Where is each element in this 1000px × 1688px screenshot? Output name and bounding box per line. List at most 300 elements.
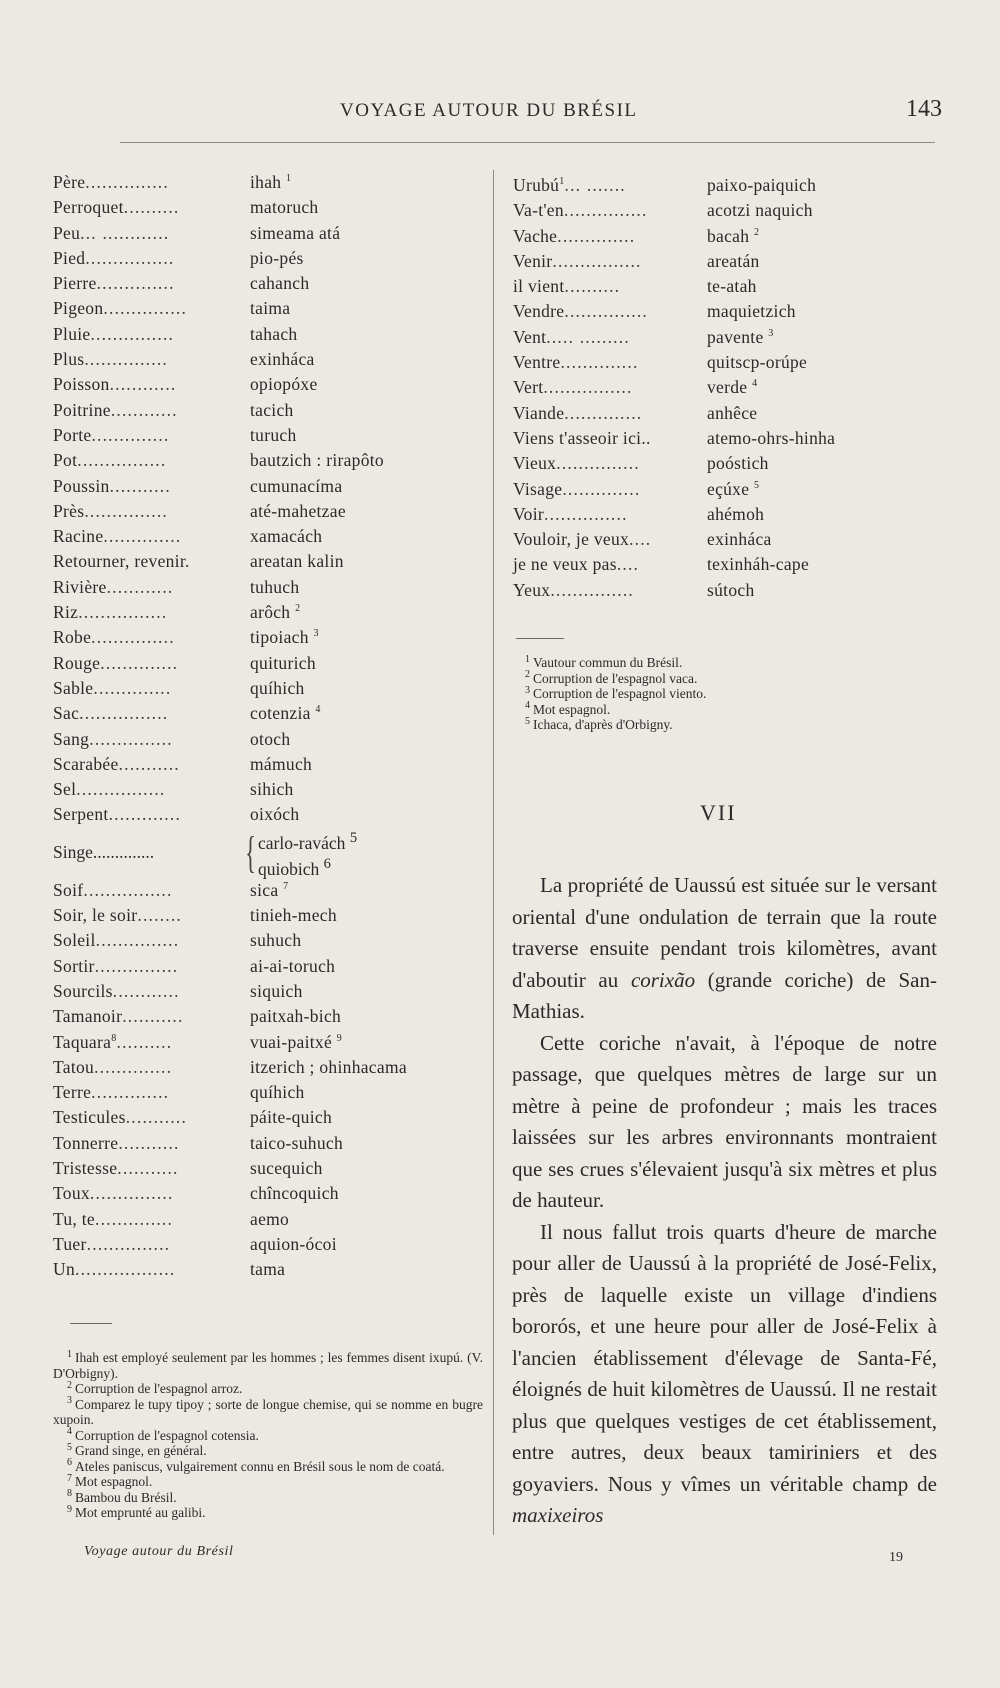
footnote-ref: 5: [754, 479, 760, 491]
indian-word: [250, 172, 291, 193]
indian-word: [250, 880, 288, 901]
leader-dots: ..............: [91, 424, 170, 445]
indian-word: [250, 602, 300, 623]
leader-dots: ..............: [103, 526, 182, 547]
footnote-rule-right: [516, 638, 564, 639]
french-word: [513, 428, 651, 449]
indian-text: chîncoquich: [250, 1183, 339, 1204]
indian-text: taima: [250, 298, 291, 319]
french-word: [513, 453, 640, 474]
indian-word: [707, 251, 760, 272]
vocab-row: [53, 1183, 483, 1208]
indian-text: anhêce: [707, 402, 758, 423]
french-word: [53, 577, 174, 598]
footnote-text: Mot espagnol.: [75, 1474, 153, 1489]
footnote-number: 9: [67, 1503, 72, 1515]
french-word: [53, 1057, 172, 1078]
french-text: Rouge: [53, 652, 101, 673]
leader-dots: ................: [76, 779, 166, 800]
footnote-number: 5: [67, 1441, 72, 1453]
indian-text: ai-ai-toruch: [250, 955, 336, 976]
french-word: [513, 276, 620, 297]
vocab-row: [53, 476, 483, 501]
french-word: [53, 501, 168, 522]
vocab-row: [513, 453, 943, 478]
footnote: [525, 686, 935, 702]
leader-dots: ...............: [564, 301, 648, 322]
indian-word: [250, 273, 309, 294]
indian-word: [707, 529, 772, 550]
vocab-row: [53, 930, 483, 955]
sheet-number: 19: [889, 1550, 903, 1565]
leader-dots: ..............: [93, 677, 172, 698]
vocab-row: [513, 251, 943, 276]
leader-dots: ..............: [562, 478, 641, 499]
vocab-row: [513, 200, 943, 225]
vocab-row: [53, 1234, 483, 1259]
indian-word: [250, 1107, 332, 1128]
leader-dots: ...............: [95, 930, 180, 951]
book-signature: Voyage autour du Brésil: [84, 1544, 234, 1559]
french-text: Sortir: [53, 955, 95, 976]
french-word: [513, 504, 628, 525]
french-word: [53, 1006, 184, 1027]
french-text: Père: [53, 172, 86, 192]
indian-text: poóstich: [707, 453, 769, 474]
french-word: [53, 880, 173, 901]
vocab-row: [53, 577, 483, 602]
vocab-row: [513, 226, 943, 251]
french-text: Tuer: [53, 1233, 87, 1254]
footnotes-right: [525, 655, 935, 733]
vocab-row: [53, 425, 483, 450]
footnote-number: 3: [525, 684, 530, 696]
indian-text: tuhuch: [250, 576, 300, 597]
footnote: [525, 702, 935, 718]
leader-dots: ................: [543, 377, 633, 398]
french-word: [53, 450, 166, 471]
leader-dots: ............: [106, 576, 174, 597]
leader-dots: ...............: [84, 349, 168, 370]
french-word: [53, 1158, 179, 1179]
french-text: Tristesse: [53, 1157, 118, 1178]
indian-word: [250, 501, 346, 522]
indian-text: paitxah-bich: [250, 1006, 342, 1027]
french-word: [53, 754, 180, 775]
indian-word: [250, 754, 312, 775]
vocab-row: [53, 526, 483, 551]
footnote: [53, 1490, 483, 1506]
footnote-ref: 3: [313, 628, 319, 640]
indian-word: [250, 729, 290, 750]
footnote: [525, 655, 935, 671]
indian-text: otoch: [250, 728, 291, 749]
leader-dots: ................: [83, 879, 173, 900]
french-word: [53, 223, 169, 244]
footnote-ref: 1: [286, 173, 292, 185]
indian-text: quíhich: [250, 1082, 305, 1103]
indian-word: [250, 324, 297, 345]
french-word: [53, 273, 175, 294]
indian-text: paixo-paiquich: [707, 175, 817, 195]
vocab-row: [513, 403, 943, 428]
vocab-row: [513, 327, 943, 352]
french-text: Soleil: [53, 930, 96, 951]
french-text: Pluie: [53, 323, 91, 344]
leader-dots: ..............: [95, 1208, 174, 1229]
footnote-number: 5: [525, 715, 530, 727]
french-text: Viande: [513, 402, 565, 423]
french-text: Pot: [53, 450, 78, 471]
indian-word: [250, 425, 297, 446]
leader-dots: ...............: [544, 503, 628, 524]
indian-word: [250, 551, 344, 572]
french-word: [53, 1107, 187, 1128]
french-word: [53, 905, 182, 926]
french-text: Poussin: [53, 475, 110, 496]
french-word: [513, 226, 635, 247]
indian-text: verde: [707, 377, 748, 398]
footnote-number: 7: [67, 1472, 72, 1484]
indian-word: [250, 905, 337, 926]
vocab-row-singe: [53, 827, 483, 880]
footnote-ref: 9: [336, 1032, 343, 1044]
footnote: [53, 1474, 483, 1490]
french-word: [513, 580, 634, 601]
french-text: Un: [53, 1259, 75, 1280]
indian-text: ahémoh: [707, 503, 765, 524]
indian-word: [250, 197, 319, 218]
french-text: Sable: [53, 677, 94, 698]
leader-dots: ..............: [92, 841, 155, 862]
footnote-number: 3: [67, 1395, 72, 1406]
footnote-ref: 6: [323, 855, 331, 872]
indian-word: [250, 627, 319, 648]
vocab-row: [513, 428, 943, 453]
body-text: [512, 870, 937, 1532]
indian-word: [250, 298, 290, 319]
leader-dots: ...........: [117, 1157, 179, 1178]
french-text: Tonnerre: [53, 1132, 119, 1153]
french-word: [53, 197, 180, 218]
leader-dots: ...........: [122, 1006, 184, 1027]
leader-dots: ............: [112, 980, 180, 1001]
footnote-number: 2: [67, 1379, 72, 1391]
italic-term: corixão: [630, 967, 696, 992]
french-text: Pigeon: [53, 298, 104, 319]
french-text: Urubú: [513, 175, 560, 195]
vocab-row: [53, 273, 483, 298]
indian-text: quiturich: [250, 652, 316, 673]
leader-dots: ................: [552, 250, 642, 271]
indian-text: tahach: [250, 323, 298, 344]
leader-dots: .............: [108, 804, 182, 825]
leader-dots: ...............: [85, 172, 169, 192]
vocab-row: [53, 602, 483, 627]
vocab-row: [513, 377, 943, 402]
french-word: [513, 327, 630, 348]
vocab-row: [513, 352, 943, 377]
vocab-row: [53, 653, 483, 678]
footnote-number: 6: [67, 1457, 72, 1468]
indian-text: atemo-ohrs-hinha: [707, 427, 836, 448]
indian-word: [250, 1183, 339, 1204]
indian-word: [250, 223, 340, 244]
leader-dots: ..................: [75, 1259, 176, 1280]
header-rule: [120, 142, 935, 143]
french-word: [53, 653, 178, 674]
vocab-row: [53, 905, 483, 930]
indian-text: mámuch: [250, 753, 313, 774]
footnote: [525, 717, 935, 733]
footnote-number: 4: [67, 1426, 72, 1437]
indian-text: arôch: [250, 602, 291, 623]
indian-text: bacah: [707, 225, 750, 246]
vocab-row: [53, 223, 483, 248]
indian-word: [250, 1234, 337, 1255]
vocab-row: [53, 754, 483, 779]
vocab-row: [513, 554, 943, 579]
indian-word: [250, 476, 342, 497]
indian-text: siquich: [250, 980, 303, 1001]
indian-word: [707, 428, 835, 449]
french-text: Pied: [53, 247, 86, 268]
french-text: Plus: [53, 349, 85, 370]
footnote-ref: 4: [315, 704, 321, 716]
indian-word: [707, 377, 757, 398]
leader-dots: ............: [110, 399, 178, 420]
indian-text: pavente: [707, 326, 764, 347]
french-word: [53, 930, 179, 951]
page-number: 143: [906, 96, 942, 122]
indian-text: acotzi naquich: [707, 200, 813, 221]
indian-text: até-mahetzae: [250, 500, 346, 521]
french-text: Poitrine: [53, 399, 111, 420]
footnote: [53, 1397, 483, 1428]
indian-word: [250, 400, 294, 421]
leader-dots: ..........: [564, 276, 621, 297]
indian-word: [250, 1082, 305, 1103]
vocab-row: [53, 298, 483, 323]
french-text: Robe: [53, 627, 92, 648]
footnote: [53, 1459, 483, 1475]
vocab-row: [53, 1107, 483, 1132]
leader-dots: ....: [629, 529, 652, 550]
french-text: Venir: [513, 250, 553, 271]
footnote-rule-left: [70, 1323, 112, 1324]
french-word: [53, 1209, 173, 1230]
french-text: Vendre: [513, 301, 565, 322]
indian-text: tama: [250, 1259, 286, 1280]
footnote-text: Comparez le tupy tipoy ; sorte de longue chemise, qui se nomme en bugre xupoin.: [53, 1396, 483, 1427]
indian-text: areatan kalin: [250, 551, 344, 572]
vocab-row: [53, 501, 483, 526]
leader-dots: ...............: [94, 955, 179, 976]
indian-word: [250, 1133, 343, 1154]
footnote-text: Grand singe, en général.: [75, 1443, 207, 1458]
indian-word: [250, 1032, 342, 1053]
footnote: [53, 1350, 483, 1381]
french-word: [53, 374, 176, 395]
indian-text: sucequich: [250, 1157, 323, 1178]
french-text: Voir: [513, 503, 545, 524]
indian-word: [250, 1259, 285, 1280]
indian-word: [707, 327, 774, 348]
indian-text: texinháh-cape: [707, 554, 810, 575]
french-word: [513, 352, 639, 373]
indian-text: taico-suhuch: [250, 1132, 344, 1153]
indian-text: suhuch: [250, 930, 302, 951]
french-text: Vent: [513, 326, 547, 347]
leader-dots: ................: [78, 602, 168, 623]
footnote-ref: 2: [295, 603, 301, 615]
footnote-ref: 3: [768, 327, 774, 339]
indian-text: itzerich ; ohinhacama: [250, 1056, 407, 1077]
vocab-row: [53, 349, 483, 374]
french-text: Tatou: [53, 1056, 95, 1077]
column-divider: [493, 170, 494, 1535]
footnote-text: Corruption de l'espagnol vaca.: [533, 670, 698, 686]
leader-dots: ...............: [556, 453, 640, 474]
french-word: [53, 526, 181, 547]
footnote: [53, 1381, 483, 1397]
french-word: [513, 301, 648, 322]
french-word: [53, 324, 174, 345]
indian-word: [707, 352, 807, 373]
french-word: [53, 1032, 172, 1053]
leader-dots: ...............: [103, 298, 188, 319]
french-text: Vieux: [513, 453, 557, 474]
vocab-row: [53, 400, 483, 425]
footnote-number: 1: [67, 1348, 72, 1360]
indian-text: oixóch: [250, 804, 300, 825]
indian-text: tacich: [250, 399, 294, 420]
indian-word: [250, 349, 315, 370]
french-word: [53, 602, 167, 623]
vocab-row: [513, 175, 943, 200]
french-text: Taquara: [53, 1031, 112, 1052]
french-text: Ventre: [513, 352, 561, 373]
leader-dots: ...............: [550, 579, 634, 600]
leader-dots: ...............: [86, 1233, 171, 1254]
leader-dots: ...............: [90, 323, 175, 344]
french-text: Perroquet: [53, 197, 124, 218]
french-word: [513, 200, 648, 221]
indian-word: [250, 450, 384, 471]
page-header: [0, 96, 1000, 126]
indian-word: [258, 830, 357, 854]
french-text: Soif: [53, 879, 84, 900]
vocab-row: [53, 804, 483, 829]
french-text: je ne veux pas: [513, 554, 617, 575]
french-word: [513, 251, 642, 272]
indian-text: carlo-ravách: [258, 832, 346, 853]
indian-text: aquion-ócoi: [250, 1233, 337, 1254]
indian-word: [250, 678, 305, 699]
french-text: Peu: [53, 222, 81, 243]
indian-word: [250, 577, 299, 598]
chapter-number: VII: [700, 800, 737, 825]
french-text: Sac: [53, 703, 80, 724]
vocab-row: [53, 1082, 483, 1107]
leader-dots: ..............: [560, 352, 639, 373]
vocab-row: [53, 981, 483, 1006]
footnote-text: Mot emprunté au galibi.: [75, 1505, 206, 1520]
indian-word: [250, 1209, 289, 1230]
french-text: Va-t'en: [513, 200, 564, 221]
vocab-row: [53, 880, 483, 905]
indian-text: quiobich: [258, 858, 320, 879]
footnote-text: Corruption de l'espagnol cotensia.: [75, 1427, 259, 1443]
french-text: Tamanoir: [53, 1006, 123, 1027]
french-text: Terre: [53, 1082, 92, 1103]
indian-text: quitscp-orúpe: [707, 352, 808, 373]
indian-word: [250, 804, 299, 825]
indian-word: [250, 981, 303, 1002]
indian-text: cumunacíma: [250, 475, 343, 496]
indian-text: cotenzia: [250, 703, 311, 724]
french-word: [53, 842, 154, 863]
leader-dots: ............: [109, 374, 177, 395]
vocab-row: [53, 324, 483, 349]
french-word: [513, 403, 642, 424]
french-text: Testicules: [53, 1107, 126, 1128]
indian-text: areatán: [707, 250, 760, 271]
french-word: [513, 479, 640, 500]
indian-text: matoruch: [250, 197, 319, 218]
french-word: [53, 1133, 180, 1154]
footnote-number: 4: [525, 700, 530, 711]
vocab-row: [53, 729, 483, 754]
footnote-text: Bambou du Brésil.: [75, 1489, 177, 1505]
french-text: Sourcils: [53, 980, 113, 1001]
indian-text: tinieh-mech: [250, 905, 337, 926]
french-text: Rivière: [53, 576, 107, 597]
french-word: [53, 1259, 175, 1280]
leader-dots: ..... .........: [546, 326, 630, 347]
footnote-text: Corruption de l'espagnol arroz.: [75, 1381, 243, 1396]
vocab-row: [53, 956, 483, 981]
paragraph: Il nous fallut trois quarts d'heure de marche pour aller de Uaussú à la propriété de José-Felix, près de laquelle existe un village d'indiens bororós, et une heure pour aller de José-Felix à l'ancien établissement d'élevage de Santa-Fé, éloignés de huit kilomètres de Uaussú. Il ne restait plus que quelques vestiges de cet établissement, entre autres, deux beaux tamiriniers et des goyaviers. Nous y vîmes un véritable champ de maxixeiros: [512, 1219, 937, 1527]
indian-word: [250, 1057, 407, 1078]
brace-glyph: {: [245, 827, 256, 877]
french-word: [53, 779, 165, 800]
leader-dots: ................: [79, 703, 169, 724]
french-word: [53, 729, 173, 750]
leader-dots: ..............: [100, 652, 179, 673]
indian-word: [258, 856, 331, 880]
vocab-row: [513, 580, 943, 605]
footnote: [53, 1443, 483, 1459]
paragraph: La propriété de Uaussú est située sur le versant oriental d'une ondulation de terrain que la route traverse ensuite pendant trois kilomètres, avant d'aboutir au corixão (grande coriche) de San-Mathias.: [512, 873, 937, 1023]
footnote-ref: 5: [349, 829, 358, 846]
indian-word: [707, 580, 755, 601]
footnote: [53, 1505, 483, 1521]
indian-word: [250, 779, 294, 800]
french-word: [53, 476, 171, 497]
leader-dots: ................: [85, 247, 175, 268]
footnote-text: Mot espagnol.: [533, 701, 611, 717]
indian-text: tipoiach: [250, 627, 309, 648]
vocab-row: [513, 504, 943, 529]
french-text: Vouloir, je veux: [513, 529, 630, 550]
indian-word: [250, 703, 321, 724]
leader-dots: ...........: [118, 1132, 180, 1153]
french-word: [513, 529, 651, 550]
indian-text: simeama atá: [250, 222, 341, 243]
footnote-text: Ihah est employé seulement par les hommes ; les femmes disent ixupú. (V. D'Orbigny).: [53, 1350, 483, 1381]
indian-text: aemo: [250, 1208, 290, 1229]
